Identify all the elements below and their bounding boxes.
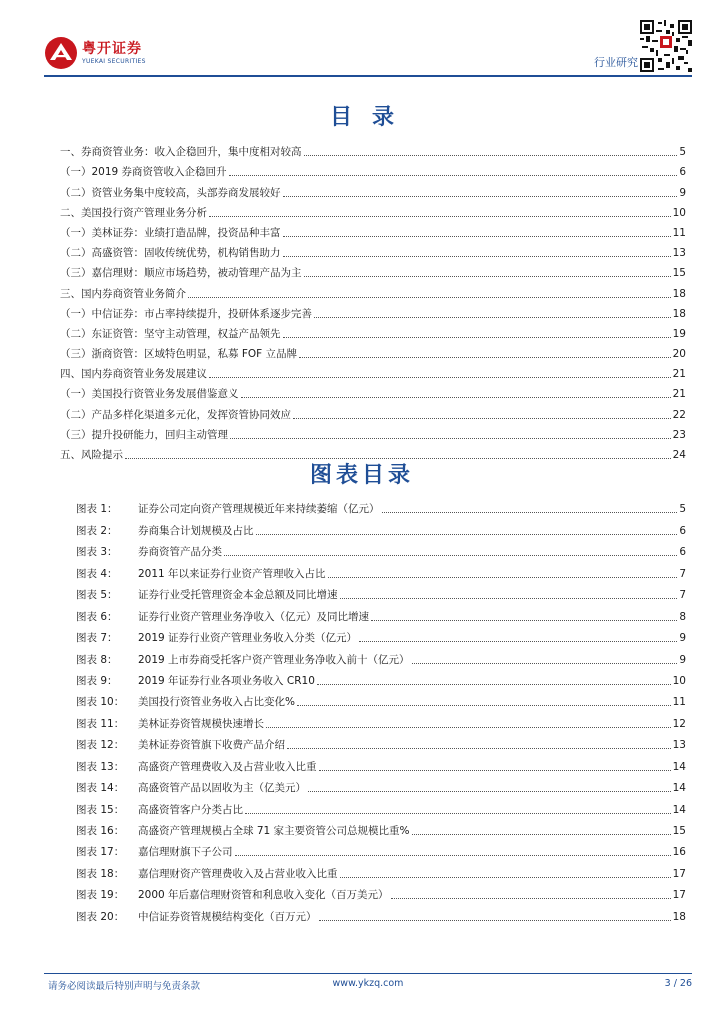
toc-entry-text: （三）嘉信理财：顺应市场趋势，被动管理产品为主: [60, 267, 302, 280]
dot-leader: [304, 155, 678, 156]
figure-label: 图表 6：: [76, 610, 118, 623]
toc-entry-page: 10: [672, 206, 686, 219]
figure-page: 14: [672, 782, 686, 795]
toc-entry-text: （一）美国投行资管业务发展借鉴意义: [60, 388, 239, 401]
figure-label: 图表 12：: [76, 739, 125, 752]
figure-entry[interactable]: [76, 495, 686, 516]
figure-entry[interactable]: [76, 838, 686, 859]
toc-entry[interactable]: [60, 280, 686, 300]
figure-caption: 证券行业资产管理业务净收入（亿元）及同比增速: [138, 610, 369, 623]
disclaimer-link[interactable]: 请务必阅读最后特别声明与免责条款: [48, 981, 201, 992]
figure-label: 图表 3：: [76, 546, 118, 559]
toc-entry-text: （二）资管业务集中度较高，头部券商发展较好: [60, 186, 281, 199]
toc-entry-text: 一、券商资管业务：收入企稳回升，集中度相对较高: [60, 146, 302, 159]
dot-leader: [266, 727, 671, 728]
figure-entry[interactable]: [76, 859, 686, 880]
toc-title: 目录: [329, 104, 414, 130]
figure-label: 图表 15：: [76, 803, 125, 816]
figure-page: 14: [672, 760, 686, 773]
dot-leader: [209, 216, 671, 217]
toc-entry[interactable]: [60, 179, 686, 199]
toc-entry-page: 5: [679, 146, 686, 159]
dot-leader: [371, 620, 677, 621]
figure-page: 17: [672, 867, 686, 880]
dot-leader: [230, 438, 671, 439]
dot-leader: [382, 512, 678, 513]
dot-leader: [304, 276, 671, 277]
figure-label: 图表 1：: [76, 503, 118, 516]
figure-page: 15: [672, 825, 686, 837]
figure-entry[interactable]: [76, 795, 686, 816]
page-number: 3 / 26: [664, 978, 692, 989]
logo-english-name: YUEKAI SECURITIES: [82, 57, 146, 65]
toc-entry-page: 23: [672, 428, 686, 441]
dot-leader: [299, 357, 671, 358]
toc-entry[interactable]: [60, 220, 686, 240]
toc-entry-text: （一）美林证券：业绩打造品牌，投资品种丰富: [60, 226, 281, 239]
toc-entry-text: （一）2019 券商资管收入企稳回升: [60, 166, 227, 179]
footer-divider: [44, 973, 692, 974]
dot-leader: [209, 377, 671, 378]
dot-leader: [391, 898, 671, 899]
toc-entry[interactable]: [60, 240, 686, 260]
toc-entry-text: （三）提升投研能力，回归主动管理: [60, 428, 228, 441]
toc-entry-text: （一）中信证券：市占率持续提升，投研体系逐步完善: [60, 307, 312, 320]
dot-leader: [188, 297, 671, 298]
figure-page: 9: [679, 632, 686, 645]
dot-leader: [245, 813, 671, 814]
figure-label: 图表 9：: [76, 674, 118, 687]
toc-entry-page: 18: [672, 287, 686, 300]
toc-entry[interactable]: [60, 422, 686, 442]
dot-leader: [340, 877, 671, 878]
figure-caption: 券商资管产品分类: [138, 546, 222, 559]
dot-leader: [297, 705, 671, 706]
figure-label: 图表 7：: [76, 632, 118, 645]
figure-page: 18: [672, 910, 686, 923]
toc-entry-page: 22: [672, 408, 686, 421]
toc-entry[interactable]: [60, 200, 686, 220]
dot-leader: [287, 748, 671, 749]
toc-entry[interactable]: [60, 361, 686, 381]
toc-entry-page: 20: [672, 348, 686, 361]
figure-page: 7: [679, 589, 686, 602]
dot-leader: [308, 791, 671, 792]
figure-page: 12: [672, 717, 686, 730]
figure-entry[interactable]: [76, 602, 686, 623]
figure-label: 图表 5：: [76, 589, 118, 602]
figure-page: 8: [679, 610, 686, 623]
figure-caption: 高盛资管产品以固收为主（亿美元）: [138, 782, 306, 795]
dot-leader: [229, 175, 678, 176]
toc-entry-text: （二）高盛资管：固收传统优势，机构销售助力: [60, 247, 281, 260]
figure-label: 图表 4：: [76, 567, 118, 580]
figure-entry[interactable]: [76, 645, 686, 666]
figure-page: 14: [672, 803, 686, 816]
figure-page: 6: [679, 524, 686, 537]
figure-label: 图表 18：: [76, 867, 125, 880]
toc-entry[interactable]: [60, 341, 686, 361]
dot-leader: [340, 598, 678, 599]
dot-leader: [256, 534, 678, 535]
figure-caption: 证券公司定向资产管理规模近年来持续萎缩（亿元）: [138, 503, 380, 516]
toc-entry-page: 21: [672, 388, 686, 401]
figure-label: 图表 20：: [76, 910, 125, 923]
dot-leader: [283, 236, 671, 237]
toc-entry[interactable]: [60, 260, 686, 280]
figure-entry[interactable]: [76, 559, 686, 580]
figure-caption: 嘉信理财资产管理费收入及占营业收入比重: [138, 867, 338, 880]
dot-leader: [241, 397, 671, 398]
dot-leader: [224, 555, 677, 556]
toc-entry-text: （二）东证资管：坚守主动管理，权益产品领先: [60, 327, 281, 340]
figure-caption: 2000 年后嘉信理财资管和利息收入变化（百万美元）: [138, 889, 389, 902]
figure-caption: 证券行业受托管理资金本金总额及同比增速: [138, 589, 338, 602]
figure-entry[interactable]: [76, 581, 686, 602]
figure-page: 9: [679, 653, 686, 666]
dot-leader: [293, 418, 671, 419]
figure-caption: 券商集合计划规模及占比: [138, 524, 254, 537]
figure-label: 图表 19：: [76, 889, 125, 902]
page-footer: [44, 978, 692, 992]
dot-leader: [283, 256, 671, 257]
table-of-contents: [60, 139, 686, 462]
figure-caption: 嘉信理财旗下子公司: [138, 846, 233, 859]
toc-entry[interactable]: [60, 381, 686, 401]
toc-entry-page: 21: [672, 368, 686, 381]
toc-entry-page: 6: [679, 166, 686, 179]
toc-entry-text: 五、风险提示: [60, 449, 123, 461]
figure-caption: 高盛资管客户分类占比: [138, 803, 243, 816]
toc-entry[interactable]: [60, 321, 686, 341]
figure-list-title: 图表目录: [309, 462, 414, 488]
figure-page: 16: [672, 846, 686, 859]
figure-entry[interactable]: [76, 688, 686, 709]
figure-entry[interactable]: [76, 538, 686, 559]
toc-entry[interactable]: [60, 301, 686, 321]
toc-entry-text: 三、国内券商资管业务简介: [60, 287, 186, 300]
figure-caption: 2019 证券行业资产管理业务收入分类（亿元）: [138, 632, 358, 645]
toc-entry-page: 15: [672, 267, 686, 280]
toc-entry-page: 13: [672, 247, 686, 260]
figure-entry[interactable]: [76, 709, 686, 730]
figure-entry[interactable]: [76, 731, 686, 752]
figure-caption: 美林证券资管规模快速增长: [138, 717, 264, 730]
logo-chinese-name: 粤开证券: [82, 40, 142, 57]
figure-caption: 2019 上市券商受托客户资产管理业务净收入前十（亿元）: [138, 653, 410, 666]
figure-label: 图表 14：: [76, 782, 125, 795]
dot-leader: [235, 855, 671, 856]
figure-entry[interactable]: [76, 516, 686, 537]
toc-entry-text: 二、美国投行资产管理业务分析: [60, 206, 207, 219]
toc-entry-text: 四、国内券商资管业务发展建议: [60, 368, 207, 381]
toc-entry[interactable]: [60, 139, 686, 159]
toc-entry[interactable]: [60, 401, 686, 421]
figure-label: 图表 17：: [76, 846, 125, 859]
figure-entry[interactable]: [76, 881, 686, 902]
dot-leader: [359, 641, 677, 642]
dot-leader: [319, 770, 671, 771]
page-header: [0, 0, 724, 80]
toc-entry-page: 24: [672, 449, 686, 461]
figure-page: 13: [672, 739, 686, 752]
qr-code-icon: [640, 20, 692, 72]
figure-page: 10: [672, 674, 686, 687]
dot-leader: [412, 834, 671, 835]
figure-label: 图表 11：: [76, 717, 125, 730]
figure-entry[interactable]: [76, 752, 686, 773]
toc-entry-text: （三）浙商资管：区域特色明显，私募 FOF 立品牌: [60, 348, 298, 361]
yuekai-logo-icon: [44, 36, 78, 70]
toc-entry[interactable]: [60, 159, 686, 179]
header-divider: [44, 75, 692, 77]
figure-entry[interactable]: [76, 817, 686, 838]
figure-page: 17: [672, 889, 686, 902]
toc-entry-page: 18: [672, 307, 686, 320]
dot-leader: [412, 663, 678, 664]
figure-caption: 中信证券资管规模结构变化（百万元）: [138, 910, 317, 923]
dot-leader: [314, 317, 671, 318]
figure-label: 图表 2：: [76, 524, 118, 537]
company-logo: [44, 36, 146, 70]
figure-caption: 高盛资产管理费收入及占营业收入比重: [138, 760, 317, 773]
dot-leader: [317, 684, 671, 685]
figure-entry[interactable]: [76, 774, 686, 795]
figure-entry[interactable]: [76, 667, 686, 688]
website-link[interactable]: www.ykzq.com: [332, 978, 404, 989]
figure-label: 图表 13：: [76, 760, 125, 773]
figure-label: 图表 16：: [76, 825, 125, 837]
dot-leader: [283, 337, 671, 338]
figure-page: 5: [679, 503, 686, 516]
toc-entry-text: （二）产品多样化渠道多元化，发挥资管协同效应: [60, 408, 291, 421]
dot-leader: [283, 196, 678, 197]
toc-entry-page: 11: [672, 226, 686, 239]
dot-leader: [319, 920, 671, 921]
toc-entry-page: 9: [679, 186, 686, 199]
toc-entry-page: 19: [672, 327, 686, 340]
dot-leader: [328, 577, 678, 578]
figure-entry[interactable]: [76, 624, 686, 645]
figure-label: 图表 10：: [76, 696, 125, 709]
figure-list: [76, 495, 686, 924]
figure-entry[interactable]: [76, 902, 686, 923]
figure-caption: 2019 年证券行业各项业务收入 CR10: [138, 674, 315, 687]
figure-page: 11: [672, 696, 686, 709]
figure-page: 7: [679, 567, 686, 580]
report-category: 行业研究: [594, 56, 638, 69]
figure-page: 6: [679, 546, 686, 559]
figure-caption: 2011 年以来证券行业资产管理收入占比: [138, 567, 326, 580]
figure-caption: 高盛资产管理规模占全球 71 家主要资管公司总规模比重%: [138, 825, 410, 837]
figure-caption: 美国投行资管业务收入占比变化%: [138, 696, 295, 709]
figure-label: 图表 8：: [76, 653, 118, 666]
figure-caption: 美林证券资管旗下收费产品介绍: [138, 739, 285, 752]
